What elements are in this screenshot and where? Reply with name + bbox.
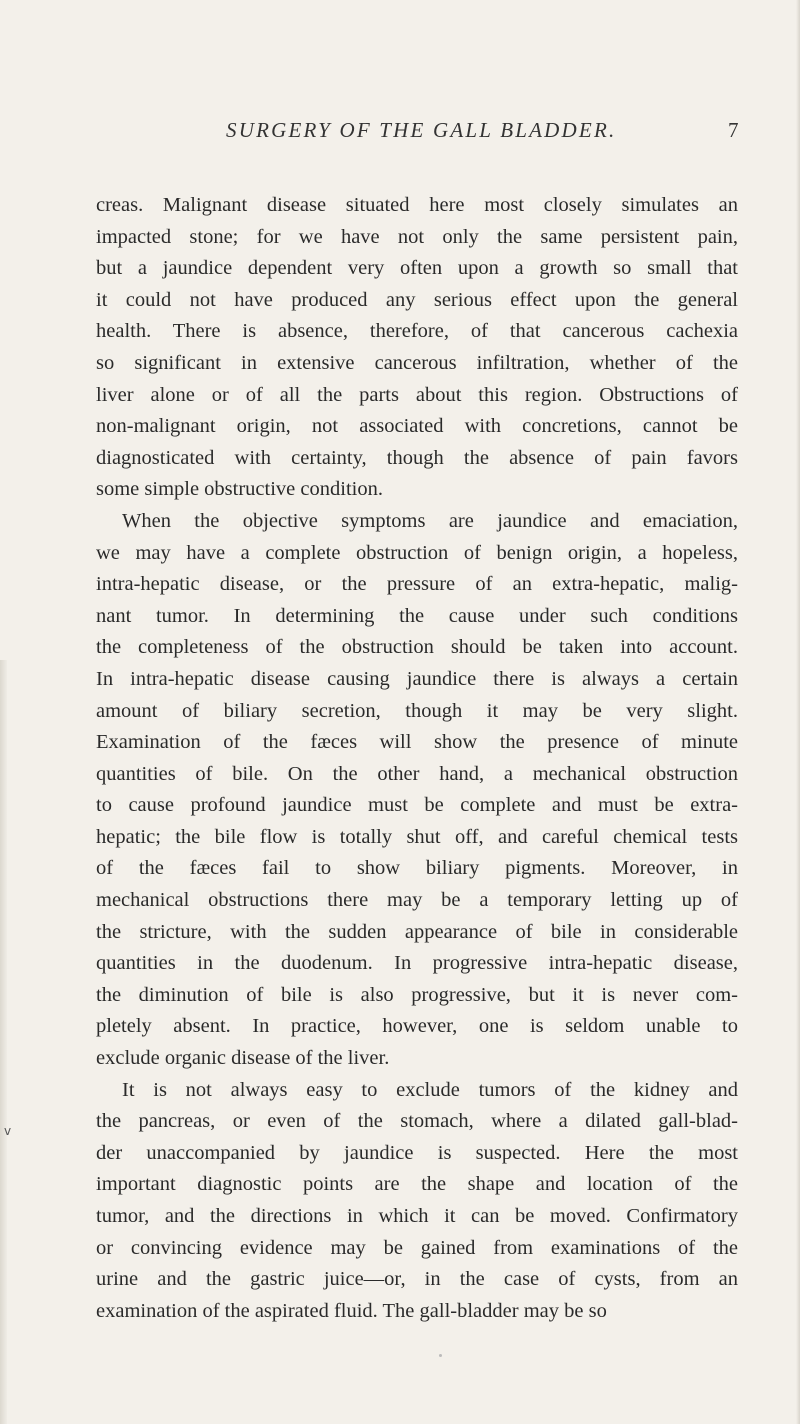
text-line: the stricture, with the sudden appearance of bile in considerable <box>96 920 738 943</box>
text-line: the diminution of bile is also progressive, but it is never com- <box>96 983 738 1006</box>
text-line: non-malignant origin, not associated with concretions, cannot be <box>96 415 738 438</box>
text-line: of the fæces fail to show biliary pigments. Moreover, in <box>96 857 738 880</box>
text-line: some simple obstructive condition. <box>96 478 383 501</box>
margin-mark: v <box>4 1124 12 1138</box>
binding-edge <box>0 660 7 1424</box>
speck <box>439 1354 442 1357</box>
text-line: the completeness of the obstruction should be taken into account. <box>96 636 738 659</box>
text-line: quantities in the duodenum. In progressive intra-hepatic disease, <box>96 952 738 975</box>
text-line: hepatic; the bile flow is totally shut off, and careful chemical tests <box>96 825 738 848</box>
text-line: health. There is absence, therefore, of that cancerous cachexia <box>96 320 738 343</box>
page-edge <box>796 0 800 1424</box>
text-line: liver alone or of all the parts about this region. Obstructions of <box>96 383 738 406</box>
paragraph <box>96 1075 738 1328</box>
text-line: nant tumor. In determining the cause under such conditions <box>96 604 738 627</box>
text-line: exclude organic disease of the liver. <box>96 1047 390 1070</box>
text-line: to cause profound jaundice must be complete and must be extra- <box>96 794 738 817</box>
page-number: 7 <box>728 118 739 142</box>
text-line: mechanical obstructions there may be a temporary letting up of <box>96 889 738 912</box>
body-text <box>96 190 738 1327</box>
text-line: diagnosticated with certainty, though the absence of pain favors <box>96 446 738 469</box>
text-line: amount of biliary secretion, though it may be very slight. <box>96 699 738 722</box>
text-line: In intra-hepatic disease causing jaundice there is always a certain <box>96 667 738 690</box>
text-line: creas. Malignant disease situated here most closely simulates an <box>96 194 738 216</box>
text-line: examination of the aspirated fluid. The gall-bladder may be so <box>96 1299 607 1322</box>
text-line: the pancreas, or even of the stomach, where a dilated gall-blad- <box>96 1110 738 1133</box>
text-line: but a jaundice dependent very often upon a growth so small that <box>96 257 738 280</box>
text-line: intra-hepatic disease, or the pressure of an extra-hepatic, malig- <box>96 573 738 596</box>
running-head <box>0 118 800 148</box>
text-line: der unaccompanied by jaundice is suspected. Here the most <box>96 1141 738 1164</box>
paragraph <box>96 506 738 1075</box>
text-line: impacted stone; for we have not only the same persistent pain, <box>96 225 738 248</box>
text-line: quantities of bile. On the other hand, a mechanical obstruction <box>96 762 738 785</box>
text-line: we may have a complete obstruction of benign origin, a hopeless, <box>96 541 738 564</box>
text-line: or convincing evidence may be gained from examinations of the <box>96 1236 738 1259</box>
paragraph <box>96 190 738 506</box>
running-title: SURGERY OF THE GALL BLADDER. <box>226 118 617 142</box>
text-line: so significant in extensive cancerous infiltration, whether of the <box>96 351 738 374</box>
text-line: pletely absent. In practice, however, one is seldom unable to <box>96 1015 738 1038</box>
text-line: urine and the gastric juice—or, in the case of cysts, from an <box>96 1268 738 1291</box>
text-line: Examination of the fæces will show the presence of minute <box>96 731 738 754</box>
text-line: It is not always easy to exclude tumors of the kidney and <box>122 1078 738 1101</box>
text-line: tumor, and the directions in which it can be moved. Confirmatory <box>96 1205 738 1227</box>
text-line: it could not have produced any serious effect upon the general <box>96 288 738 311</box>
text-line: When the objective symptoms are jaundice and emaciation, <box>122 509 738 532</box>
text-line: important diagnostic points are the shape and location of the <box>96 1173 738 1196</box>
